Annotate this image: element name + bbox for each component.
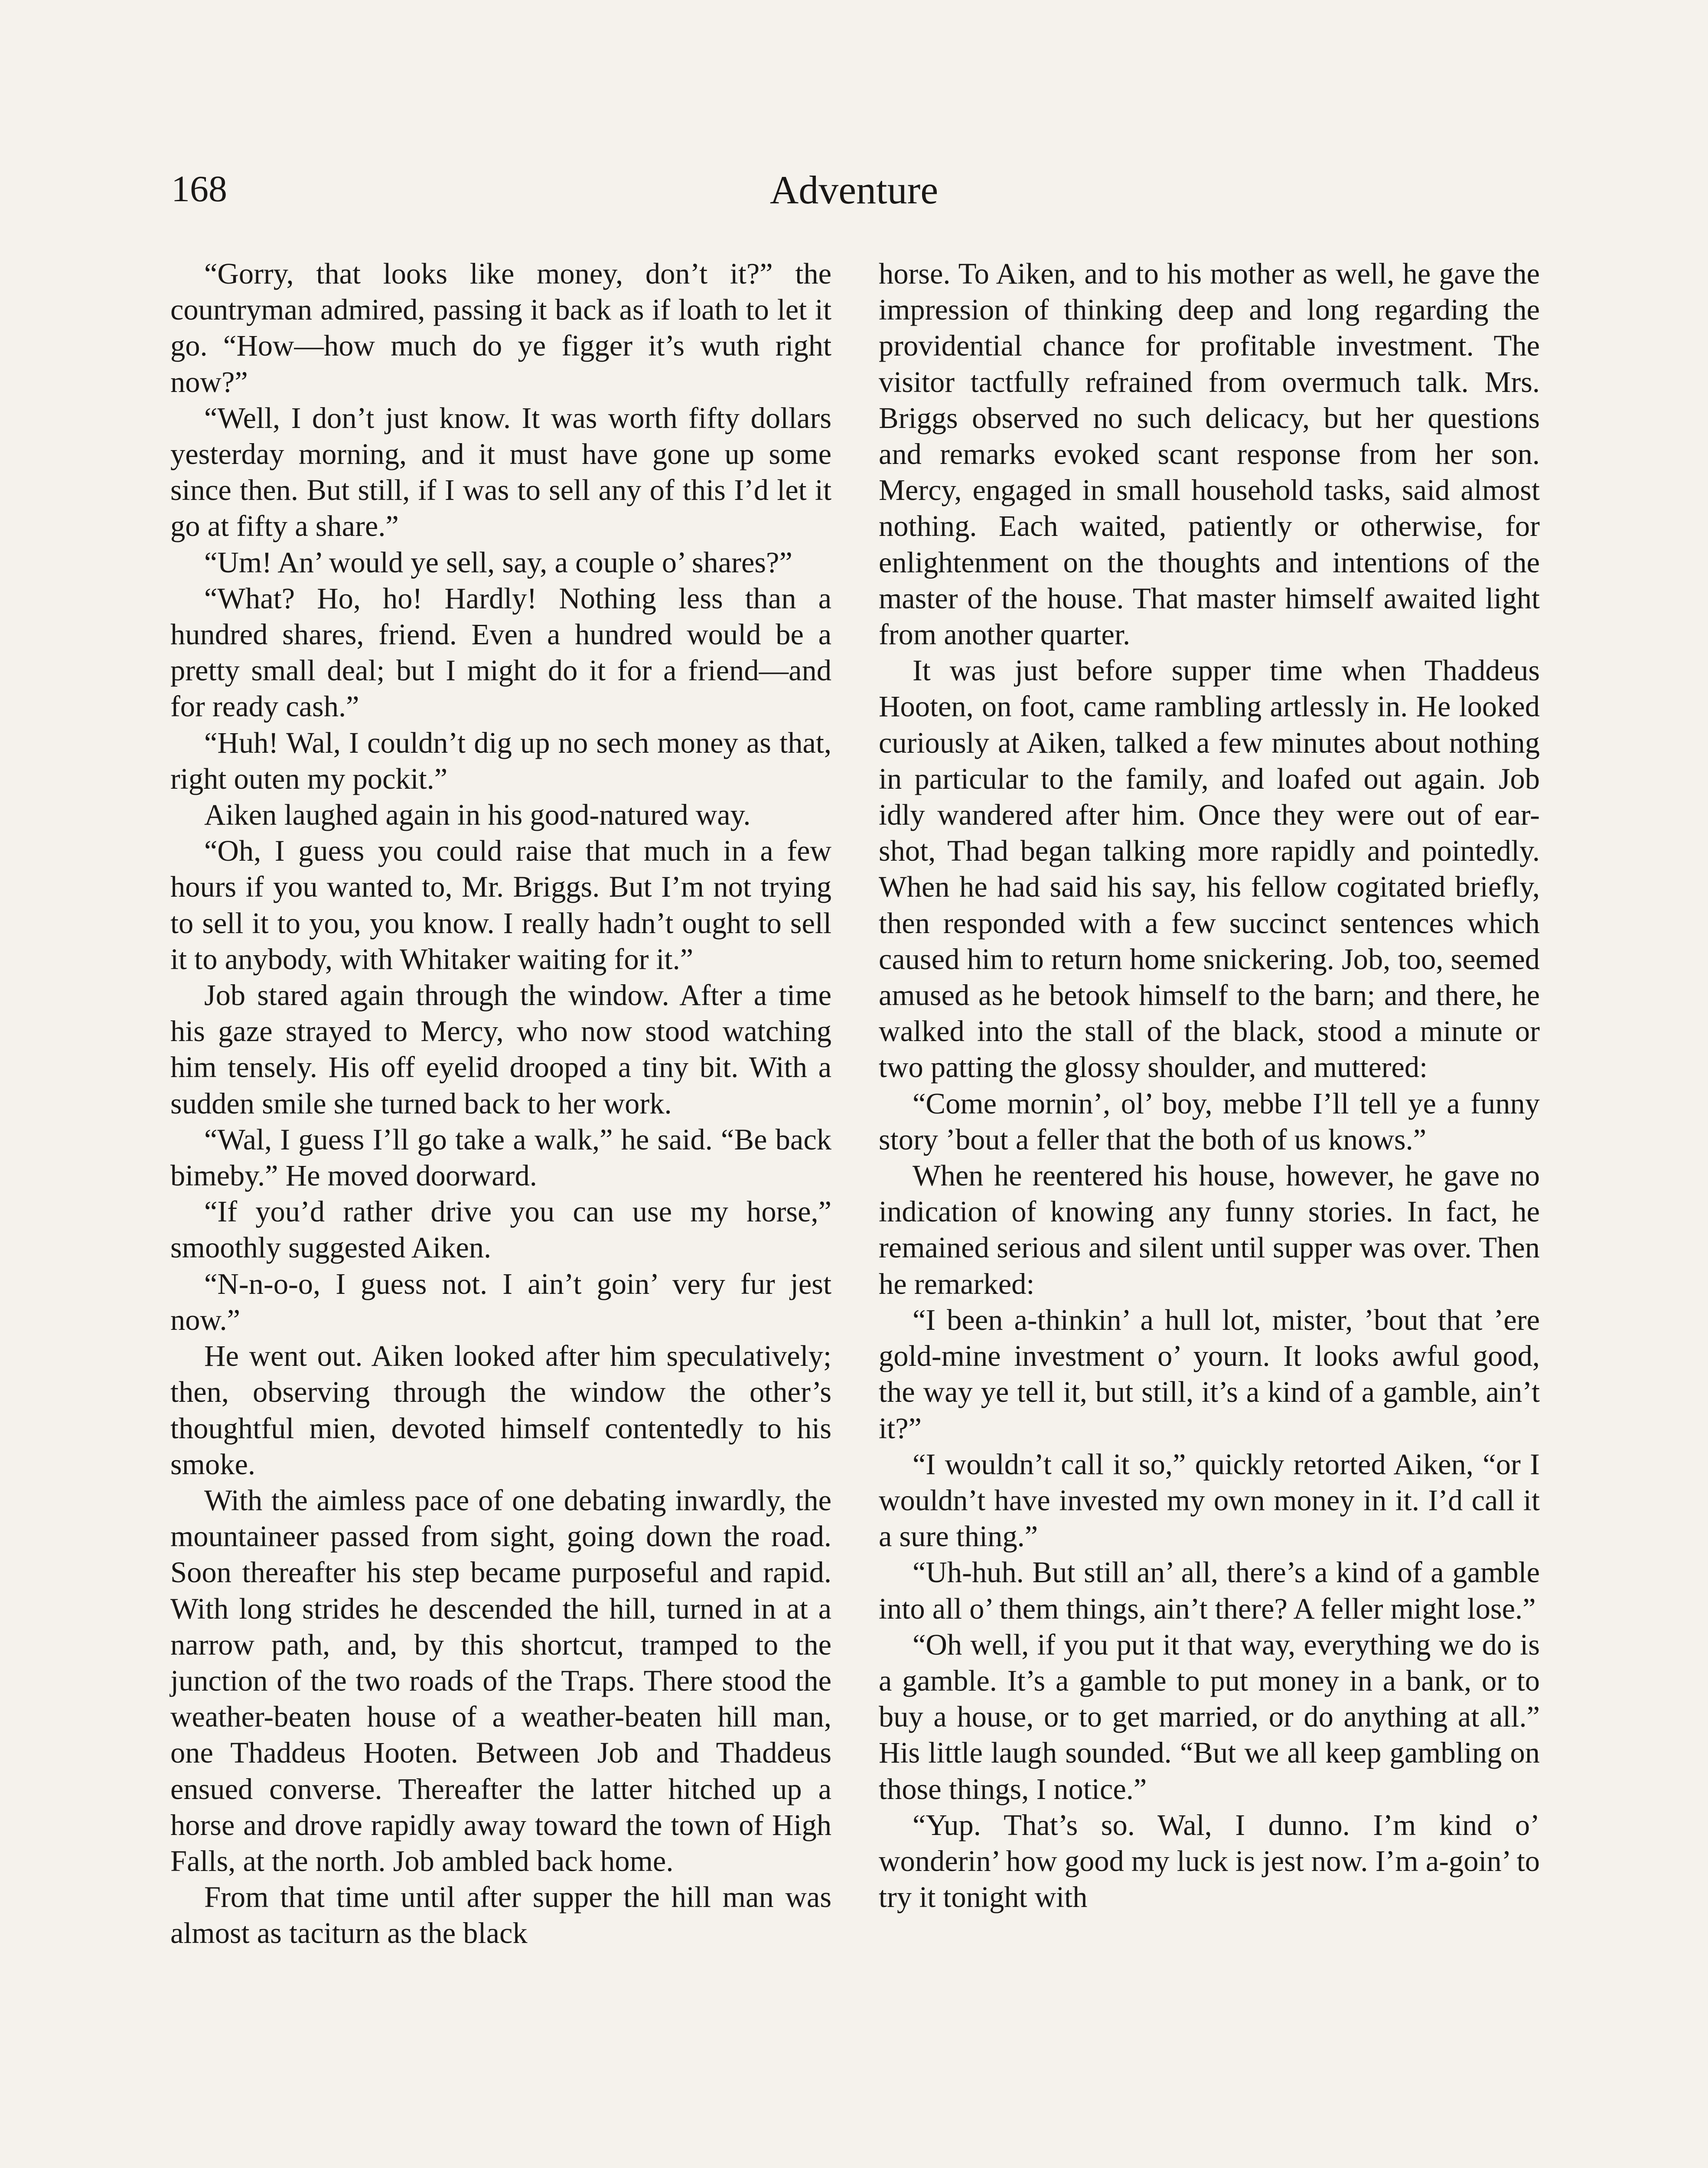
paragraph: From that time until after supper the hill man was almost as taciturn as the black — [170, 1881, 831, 1950]
paragraph: Aiken laughed again in his good-natured way. — [204, 798, 751, 832]
paragraph: When he reentered his house, however, he gave no indication of knowing any funny stories. In fact, he remained serious and silent until supper was over. Then he remarked: — [879, 1159, 1540, 1300]
paragraph: “N-n-o-o, I guess not. I ain’t goin’ very fur jest now.” — [170, 1267, 831, 1336]
paragraph: “What? Ho, ho! Hardly! Nothing less than a hundred shares, friend. Even a hundred would be a pretty small deal; but I might do it for a friend—and for ready cash.” — [170, 581, 831, 723]
paragraph: “Yup. That’s so. Wal, I dunno. I’m kind o’ wonderin’ how good my luck is jest now. I’m a-goin’ to try it tonight with — [879, 1808, 1540, 1914]
paragraph: “If you’d rather drive you can use my horse,” smoothly suggested Aiken. — [170, 1195, 831, 1264]
paragraph: “Gorry, that looks like money, don’t it?” the countryman admired, passing it back as if loath to let it go. “How—how much do ye figger it’s wuth right now?” — [170, 257, 831, 398]
paragraph: “Come mornin’, ol’ boy, mebbe I’ll tell ye a funny story ’bout a feller that the both of us knows.” — [879, 1087, 1540, 1156]
paragraph: “Uh-huh. But still an’ all, there’s a kind of a gamble into all o’ them things, ain’t there? A feller might lose.” — [879, 1556, 1540, 1625]
paragraph: “Um! An’ would ye sell, say, a couple o’ shares?” — [204, 545, 792, 579]
left-column — [170, 256, 831, 1952]
paragraph: “I wouldn’t call it so,” quickly retorted Aiken, “or I wouldn’t have invested my own money in it. I’d call it a sure thing.” — [879, 1447, 1540, 1553]
paragraph: It was just before supper time when Thaddeus Hooten, on foot, came rambling artlessly in. He looked curiously at Aiken, talked a few minutes about nothing in particular to the family, and loafed out again. Job idly wandered after him. Once they were out of ear-shot, Thad began talking more rapidly and pointedly. When he had said his say, his fellow cogitated briefly, then responded with a few succinct sentences which caused him to return home snickering. Job, too, seemed amused as he betook himself to the barn; and there, he walked into the stall of the black, stood a minute or two patting the glossy shoulder, and muttered: — [879, 654, 1540, 1084]
paragraph: “Oh well, if you put it that way, everything we do is a gamble. It’s a gamble to put money in a bank, or to buy a house, or to get married, or do anything at all.” His little laugh sounded. “But we all keep gambling on those things, I notice.” — [879, 1628, 1540, 1806]
paragraph: “I been a-thinkin’ a hull lot, mister, ’bout that ’ere gold-mine investment o’ yourn. It looks awful good, the way ye tell it, but still, it’s a kind of a gamble, ain’t it?” — [879, 1303, 1540, 1445]
running-head: Adventure — [769, 168, 939, 212]
paragraph: Job stared again through the window. After a time his gaze strayed to Mercy, who now stood watching him tensely. His off eyelid drooped a tiny bit. With a sudden smile she turned back to her work. — [170, 979, 831, 1120]
paragraph-continuation: horse. To Aiken, and to his mother as well, he gave the impression of thinking deep and long regarding the providential chance for profitable investment. The visitor tactfully refrained from overmuch talk. Mrs. Briggs observed no such delicacy, but her questions and remarks evoked scant response from her son. Mercy, engaged in small household tasks, said almost nothing. Each waited, patiently or otherwise, for enlightenment on the thoughts and intentions of the master of the house. That master himself awaited light from another quarter. — [879, 257, 1540, 651]
right-column — [879, 256, 1540, 1915]
paragraph: With the aimless pace of one debating inwardly, the mountaineer passed from sight, going down the road. Soon thereafter his step became purposeful and rapid. With long strides he descended the hill, turned in at a narrow path, and, by this shortcut, tramped to the junction of the two roads of the Traps. There stood the weather-beaten house of a weather-beaten hill man, one Thaddeus Hooten. Between Job and Thaddeus ensued converse. Thereafter the latter hitched up a horse and drove rapidly away toward the town of High Falls, at the north. Job ambled back home. — [170, 1483, 831, 1877]
paragraph: “Well, I don’t just know. It was worth fifty dollars yesterday morning, and it must have gone up some since then. But still, if I was to sell any of this I’d let it go at fifty a share.” — [170, 401, 831, 543]
paragraph: He went out. Aiken looked after him speculatively; then, observing through the window the other’s thoughtful mien, devoted himself contentedly to his smoke. — [170, 1339, 831, 1481]
paragraph: “Oh, I guess you could raise that much in a few hours if you wanted to, Mr. Briggs. But I’m not trying to sell it to you, you know. I really hadn’t ought to sell it to anybody, with Whitaker waiting for it.” — [170, 834, 831, 976]
page-number: 168 — [171, 168, 227, 209]
paragraph: “Huh! Wal, I couldn’t dig up no sech money as that, right outen my pockit.” — [170, 726, 831, 795]
paragraph: “Wal, I guess I’ll go take a walk,” he said. “Be back bimeby.” He moved doorward. — [170, 1123, 831, 1192]
